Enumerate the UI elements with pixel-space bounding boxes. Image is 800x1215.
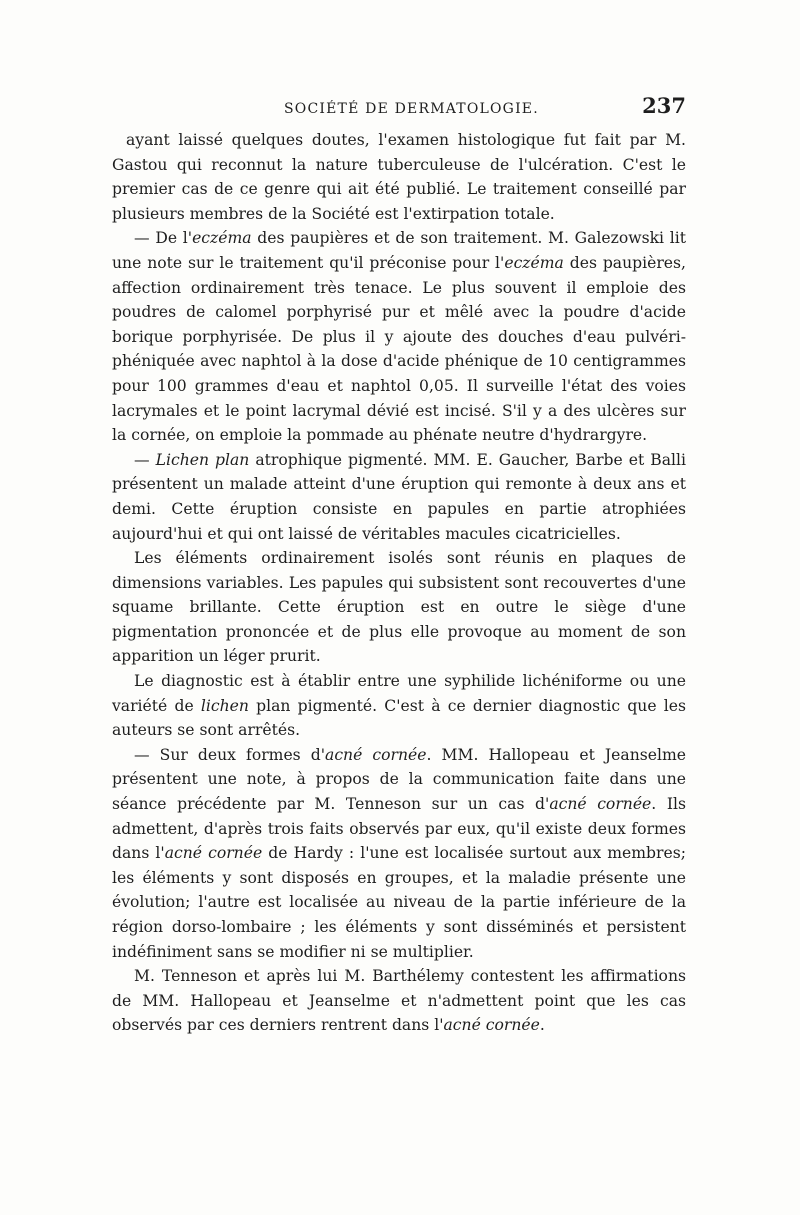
text-segment: des paupières, affection ordinairement très tenace. Le plus souvent il emploie des poudres de calomel porphyrisé pur et mêlé avec la poudre d'acide borique porphyrisée. De plus il y ajoute des douches d'eau pulvéri-phéniquée avec naphtol à la dose d'acide phénique de 10 centigrammes pour 100 grammes d'eau et naphtol 0,05. Il surveille l'état des voies lacrymales et le point lacrymal dévié est incisé. S'il y a des ulcères sur la cornée, on emploie la pommade au phénate neutre d'hydrargyre.: [112, 253, 686, 445]
text-segment: atrophique pigmenté. MM. E. Gaucher, Barbe et Balli présentent un malade atteint d'une éruption qui remonte à deux ans et demi. Cette éruption consiste en papules en partie atrophiées aujourd'hui et qui ont laissé de véritables macules cicatricielles.: [112, 450, 686, 543]
page-number: 237: [642, 93, 686, 118]
page-header: [112, 93, 686, 123]
italic-term: eczéma: [192, 229, 252, 248]
text-segment: ayant laissé quelques doutes, l'examen histologique fut fait par M. Gastou qui reconnut la nature tuberculeuse de l'ulcération. C'est le premier cas de ce genre qui ait été publié. Le traitement conseillé par plusieurs membres de la Société est l'extirpation totale.: [112, 131, 686, 223]
italic-term: acné cornée: [443, 1016, 540, 1035]
italic-term: acné cornée: [164, 844, 263, 863]
text-segment: —: [134, 450, 156, 469]
running-head: SOCIÉTÉ DE DERMATOLOGIE.: [284, 101, 539, 117]
paragraph-eczema: [112, 226, 686, 447]
paragraph-elements: [112, 546, 686, 669]
paragraph-continuation: [112, 128, 686, 226]
text-segment: — Sur deux formes d': [134, 745, 326, 764]
paragraph-tenneson: [112, 964, 686, 1038]
text-segment: de Hardy : l'une est localisée surtout aux membres; les éléments y sont disposés en groupes, et la maladie présente une évolution; l'autre est localisée au niveau de la partie inférieure de la région dorso-lombaire ; les éléments y sont disséminés et persistent indéfiniment sans se modifier ni se multiplier.: [112, 844, 686, 961]
text-segment: des paupières et de son traitement. M. Galezowski lit une note sur le traitement qu'il préconise pour l': [112, 229, 686, 272]
text-segment: Les éléments ordinairement isolés sont réunis en plaques de dimensions variables. Les papules qui subsistent sont recouvertes d'une squame brillante. Cette éruption est en outre le siège d'une pigmentation prononcée et de plus elle provoque au moment de son apparition un léger prurit.: [112, 549, 686, 666]
italic-term: acné cornée: [549, 795, 652, 814]
paragraph-acne-cornee: [112, 743, 686, 964]
text-segment: — De l': [134, 229, 193, 248]
text-segment: plan pigmenté. C'est à ce dernier diagnostic que les auteurs se sont arrêtés.: [112, 696, 686, 740]
italic-term: eczéma: [504, 253, 564, 272]
text-segment: . MM. Hallopeau et Jeanselme présentent une note, à propos de la communication faite dans une séance précédente par M. Tenneson sur un cas d': [112, 745, 686, 814]
italic-term: lichen: [200, 696, 249, 715]
italic-term: acné cornée: [325, 745, 427, 764]
text-segment: Le diagnostic est à établir entre une syphilide lichéniforme ou une variété de: [112, 672, 686, 715]
text-segment: . Ils admettent, d'après trois faits observés par eux, qu'il existe deux formes dans l': [112, 795, 686, 863]
italic-term: Lichen plan: [155, 450, 250, 469]
text-segment: .: [539, 1016, 545, 1035]
text-segment: M. Tenneson et après lui M. Barthélemy contestent les affirmations de MM. Hallopeau et Jeanselme et n'admettent point que les cas observés par ces derniers rentrent dans l': [112, 967, 686, 1035]
paragraph-lichen-plan: [112, 448, 686, 546]
body-text: [112, 128, 686, 1038]
paragraph-diagnostic: [112, 669, 686, 743]
